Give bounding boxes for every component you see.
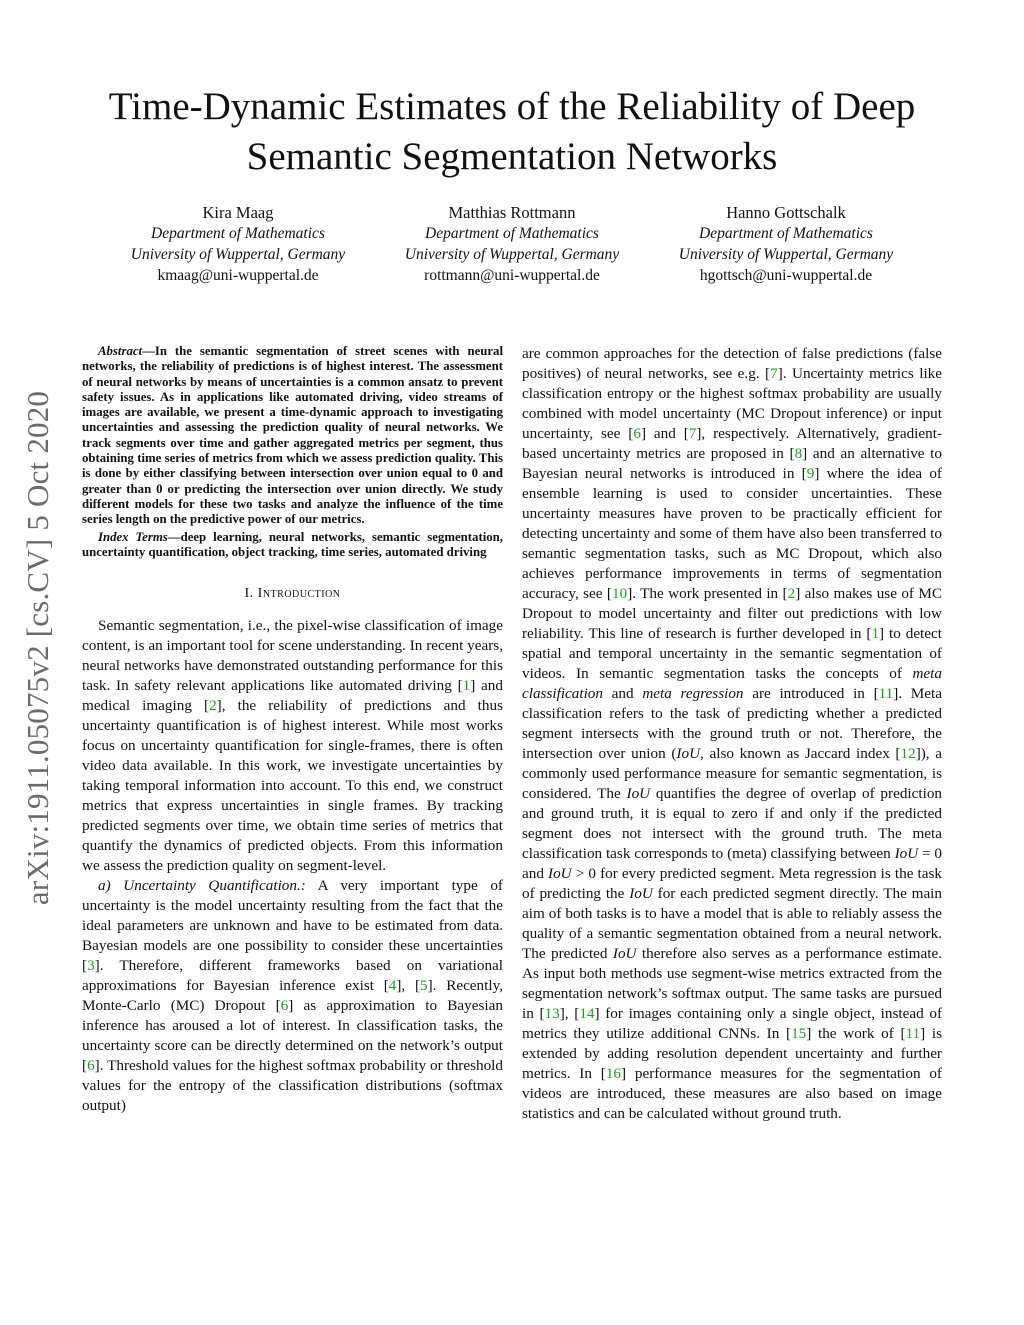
math-iou: IoU: [894, 845, 919, 862]
related-work-paragraph: are common approaches for the detection of false predictions (false positives) of neural networks, see e.g. [7]. Uncertainty metrics like classification entropy or the highest softmax probability are usually combined with model uncertainty (MC Dropout inference) or input uncertainty, see [6] and [7], respectively. Alternatively, gradient-based uncertainty metrics are proposed in [8] and an alternative to Bayesian neural networks is introduced in [9] where the idea of ensemble learning is used to consider uncertainties. These uncertainty measures have proven to be practically efficient for detecting uncertainty and some of them have also been transferred to semantic segmentation tasks, such as MC Dropout, which also achieves performance improvements in terms of segmentation accuracy, see [10]. The work presented in [2] also makes use of MC Dropout to model uncertainty and filter out predictions with low reliability. This line of research is further developed in [1] to detect spatial and temporal uncertainty in the semantic segmentation of videos. In semantic segmentation tasks the concepts of meta classification and meta regression are introduced in [11]. Meta classification refers to the task of predicting whether a predicted segment intersects with the ground truth or not. Therefore, the intersection over union (IoU, also known as Jaccard index [12]), a commonly used performance measure for semantic segmentation, is considered. The IoU quantifies the degree of overlap of prediction and ground truth, it is equal to zero if and only if the predicted segment does not intersect with the ground truth. The meta classification task corresponds to (meta) classifying between IoU = 0 and IoU > 0 for every predicted segment. Meta regression is the task of predicting the IoU for each predicted segment directly. The main aim of both tasks is to have a model that is able to reliably assess the quality of a semantic segmentation obtained from a neural network. The predicted IoU therefore also serves as a performance estimate. As input both methods use segment-wise metrics extracted from the segmentation network’s softmax output. The same tasks are pursued in [13], [14] for images containing only a single object, instead of metrics they utilize additional CNNs. In [15] the work of [11] is extended by adding resolution dependent uncertainty and further metrics. In [16] performance measures for the segmentation of videos are introduced, these measures are also based on image statistics and can be calculated without ground truth.: [522, 345, 943, 1122]
section-heading-introduction: [82, 584, 503, 604]
uncertainty-paragraph: a) Uncertainty Quantification.: A very important type of uncertainty is the model uncertainty resulting from the fact that the ideal parameters are unknown and have to be estimated from data. Bayesian models are one possibility to consider these uncertainties [3]. Therefore, different frameworks based on variational approximations for Bayesian inference exist [4], [5]. Recently, Monte-Carlo (MC) Dropout [6] as approximation to Bayesian inference has aroused a lot of interest. In classification tasks, the uncertainty score can be directly determined on the network’s output [6]. Threshold values for the highest softmax probability or threshold values for the entropy of the classification distributions (softmax output): [82, 877, 503, 1115]
citation-link[interactable]: 3: [87, 957, 95, 975]
author-2: [362, 202, 662, 286]
title-line-1: Time-Dynamic Estimates of the Reliability of Deep: [108, 85, 916, 128]
author-email: kmaag@uni-wuppertal.de: [157, 267, 319, 284]
citation-link[interactable]: 6: [87, 1057, 95, 1075]
author-3: [636, 202, 936, 286]
index-terms: [82, 530, 503, 561]
left-column: [82, 344, 503, 1116]
citation-link[interactable]: 7: [770, 365, 778, 382]
emphasis-meta-regression: meta regression: [642, 685, 744, 702]
author-1: [88, 202, 388, 286]
abstract-text: —In the semantic segmentation of street scenes with neural networks, the reliability of predictions is of highest interest. The assessment of neural networks by means of uncertainties is a common ansatz to prevent safety issues. As in applications like automated driving, video streams of images are available, we present a time-dynamic approach to investigating uncertainties and assessing the prediction quality of neural networks. We track segments over time and gather aggregated metrics per segment, thus obtaining time series of metrics from which we assess prediction quality. This is done by either classifying between intersection over union equal to 0 and greater than 0 or predicting the intersection over union directly. We study different models for these two tasks and analyze the influence of the time series length on the predictive power of our metrics.: [82, 344, 503, 527]
author-university: University of Wuppertal, Germany: [130, 246, 346, 263]
citation-link[interactable]: 5: [420, 977, 428, 995]
section-numeral: I.: [244, 586, 258, 602]
citation-link[interactable]: 10: [612, 585, 628, 602]
citation-link[interactable]: 1: [871, 625, 880, 642]
abstract: [82, 344, 503, 528]
author-email: hgottsch@uni-wuppertal.de: [699, 267, 873, 284]
author-university: University of Wuppertal, Germany: [404, 246, 620, 263]
paper-title: [60, 82, 964, 182]
abstract-label: Abstract: [98, 344, 143, 358]
math-iou: IoU: [548, 865, 572, 882]
author-department: Department of Mathematics: [151, 225, 325, 242]
author-name: Matthias Rottmann: [448, 203, 576, 222]
intro-paragraph: Semantic segmentation, i.e., the pixel-wise classification of image content, is an important tool for scene understanding. In recent years, neural networks have demonstrated outstanding performance for this task. In safety relevant applications like automated driving [1] and medical imaging [2], the reliability of predictions and thus uncertainty quantification is of highest interest. While most works focus on uncertainty quantification for single-frames, there is often video data available. In this work, we investigate uncertainties by taking temporal information into account. To this end, we construct metrics that express uncertainties in single frames. By tracking predicted segments over time, we obtain time series of metrics that quantify the dynamics of predicted objects. From this information we assess the prediction quality on segment-level.: [82, 617, 503, 875]
emphasis-meta-classification: meta classification: [522, 665, 942, 702]
citation-link[interactable]: 2: [787, 585, 796, 602]
citation-link[interactable]: 11: [905, 1025, 921, 1042]
math-iou: IoU: [612, 945, 637, 962]
right-column: [522, 344, 942, 1124]
citation-link[interactable]: 16: [605, 1065, 621, 1082]
citation-link[interactable]: 8: [794, 445, 803, 462]
citation-link[interactable]: 12: [900, 745, 916, 762]
citation-link[interactable]: 6: [280, 997, 289, 1015]
paragraph-heading: a) Uncertainty Quantification.:: [98, 877, 306, 895]
citation-link[interactable]: 2: [209, 697, 217, 715]
citation-link[interactable]: 7: [688, 425, 697, 442]
arxiv-sidebar: [6, 353, 70, 943]
math-iou: IoU: [626, 785, 651, 802]
author-university: University of Wuppertal, Germany: [678, 246, 894, 263]
index-terms-label: Index Terms: [98, 529, 168, 544]
author-name: Kira Maag: [202, 203, 274, 222]
author-email: rottmann@uni-wuppertal.de: [424, 267, 600, 284]
math-iou: IoU: [629, 885, 653, 902]
section-title-rest: ntroduction: [262, 586, 341, 602]
citation-link[interactable]: 6: [633, 425, 641, 442]
citation-link[interactable]: 15: [791, 1025, 807, 1042]
citation-link[interactable]: 4: [388, 977, 397, 995]
math-iou: IoU: [676, 745, 701, 762]
author-department: Department of Mathematics: [699, 225, 873, 242]
title-line-2: Semantic Segmentation Networks: [246, 135, 778, 178]
index-terms-text: —deep learning, neural networks, semantic segmentation, uncertainty quantification, object tracking, time series, automated driving: [82, 529, 503, 559]
citation-link[interactable]: 13: [544, 1005, 560, 1022]
arxiv-id: arXiv:1911.05075v2 [cs.CV] 5 Oct 2020: [20, 390, 55, 906]
author-department: Department of Mathematics: [425, 225, 599, 242]
author-name: Hanno Gottschalk: [726, 203, 846, 222]
citation-link[interactable]: 14: [579, 1005, 595, 1022]
citation-link[interactable]: 11: [878, 685, 894, 702]
citation-link[interactable]: 1: [462, 677, 471, 695]
citation-link[interactable]: 9: [806, 465, 815, 482]
section-first-letter: I: [257, 586, 263, 602]
